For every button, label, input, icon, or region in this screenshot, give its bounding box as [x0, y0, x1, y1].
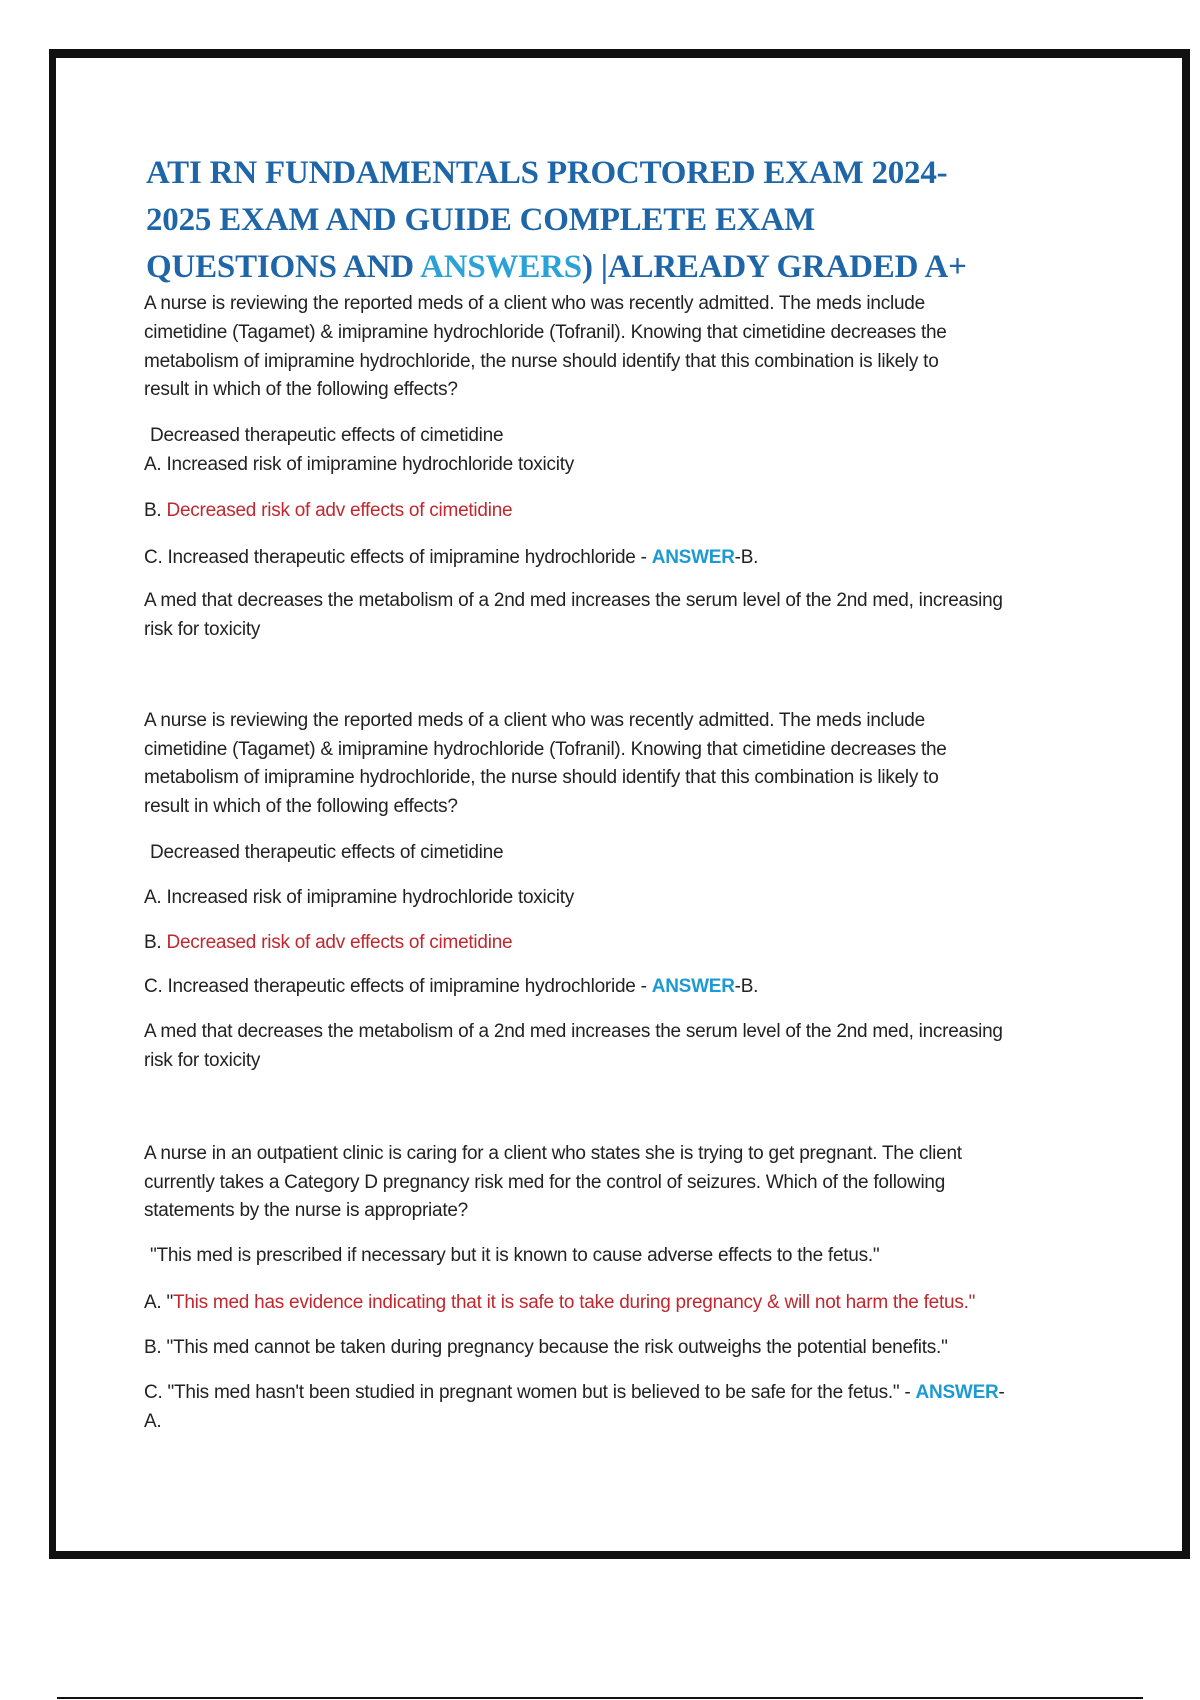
question-stem-line: statements by the nurse is appropriate?: [144, 1200, 468, 1221]
title-text: ) |ALREADY GRADED A+: [581, 249, 967, 285]
rationale-line: risk for toxicity: [144, 1050, 261, 1071]
title-line-2: 2025 EXAM AND GUIDE COMPLETE EXAM: [146, 202, 815, 238]
option-b: [144, 1336, 948, 1360]
answer-label: ANSWER: [651, 976, 735, 997]
option-prefix: B.: [144, 500, 167, 521]
option-text: Increased therapeutic effects of imipramine hydrochloride -: [167, 976, 652, 997]
option-text: Increased risk of imipramine hydrochloride toxicity: [166, 454, 575, 475]
option-b: [144, 499, 512, 523]
option-prefix: C.: [144, 976, 168, 997]
option-c: [144, 546, 758, 570]
rationale-line: risk for toxicity: [144, 619, 261, 640]
rationale-line: A med that decreases the metabolism of a 2nd med increases the serum level of the 2nd med, increasing: [144, 590, 1003, 611]
answer-value: -B.: [734, 976, 759, 997]
question-stem-line: metabolism of imipramine hydrochloride, the nurse should identify that this combination is likely to: [144, 351, 939, 372]
option-prefix: B.: [144, 932, 167, 953]
option-text-correct: Decreased risk of adv effects of cimetidine: [166, 500, 513, 521]
question-stem-line: cimetidine (Tagamet) & imipramine hydrochloride (Tofranil). Knowing that cimetidine decreases the: [144, 739, 947, 760]
footer-divider: [57, 1697, 1143, 1699]
question-stem-line: result in which of the following effects?: [144, 796, 458, 817]
question-stem-line: A nurse is reviewing the reported meds of a client who was recently admitted. The meds include: [144, 710, 925, 731]
option-b: [144, 931, 512, 955]
question-stem-line: currently takes a Category D pregnancy risk med for the control of seizures. Which of the following: [144, 1172, 946, 1193]
option-prefix: C.: [144, 1382, 168, 1403]
option-c: [144, 1381, 1005, 1405]
option-text-correct: Decreased risk of adv effects of cimetidine: [166, 932, 513, 953]
answer-value: A.: [144, 1411, 162, 1432]
answer-label: ANSWER: [651, 547, 735, 568]
option-text-correct: This med has evidence indicating that it is safe to take during pregnancy & will not harm the fetus.": [172, 1292, 976, 1313]
answer-value: -B.: [734, 547, 759, 568]
question-stem-line: A nurse in an outpatient clinic is caring for a client who states she is trying to get pregnant. The client: [144, 1143, 962, 1164]
title-text: QUESTIONS AND: [146, 249, 421, 285]
question-stem-line: result in which of the following effects?: [144, 379, 458, 400]
title-line-1: ATI RN FUNDAMENTALS PROCTORED EXAM 2024-: [146, 155, 948, 191]
option-a: [144, 886, 574, 910]
rationale-line: A med that decreases the metabolism of a 2nd med increases the serum level of the 2nd med, increasing: [144, 1021, 1003, 1042]
option-prefix: A.: [144, 454, 167, 475]
option-text: "This med hasn't been studied in pregnant women but is believed to be safe for the fetus." -: [167, 1382, 916, 1403]
option-a: [144, 1291, 975, 1315]
document-title: [146, 150, 1146, 291]
option-text: Increased risk of imipramine hydrochloride toxicity: [166, 887, 575, 908]
question-stem-line: cimetidine (Tagamet) & imipramine hydrochloride (Tofranil). Knowing that cimetidine decreases the: [144, 322, 947, 343]
option-text: "This med cannot be taken during pregnancy because the risk outweighs the potential benefits.": [166, 1337, 948, 1358]
option-a: [144, 453, 574, 477]
option-c: [144, 975, 758, 999]
title-line-3: [146, 244, 1146, 291]
option-prefix: A. ": [144, 1292, 173, 1313]
option-unlabeled: Decreased therapeutic effects of cimetidine: [150, 425, 504, 446]
option-prefix: B.: [144, 1337, 167, 1358]
option-unlabeled: Decreased therapeutic effects of cimetidine: [150, 842, 504, 863]
title-highlight-answers: ANSWERS: [420, 249, 582, 285]
question-stem-line: A nurse is reviewing the reported meds of a client who was recently admitted. The meds include: [144, 293, 925, 314]
option-text: Increased therapeutic effects of imipramine hydrochloride -: [167, 547, 652, 568]
answer-suffix: -: [998, 1382, 1005, 1403]
option-prefix: C.: [144, 547, 168, 568]
option-prefix: A.: [144, 887, 167, 908]
option-unlabeled: "This med is prescribed if necessary but it is known to cause adverse effects to the fetus.": [150, 1245, 880, 1266]
answer-label: ANSWER: [915, 1382, 999, 1403]
question-stem-line: metabolism of imipramine hydrochloride, the nurse should identify that this combination is likely to: [144, 767, 939, 788]
